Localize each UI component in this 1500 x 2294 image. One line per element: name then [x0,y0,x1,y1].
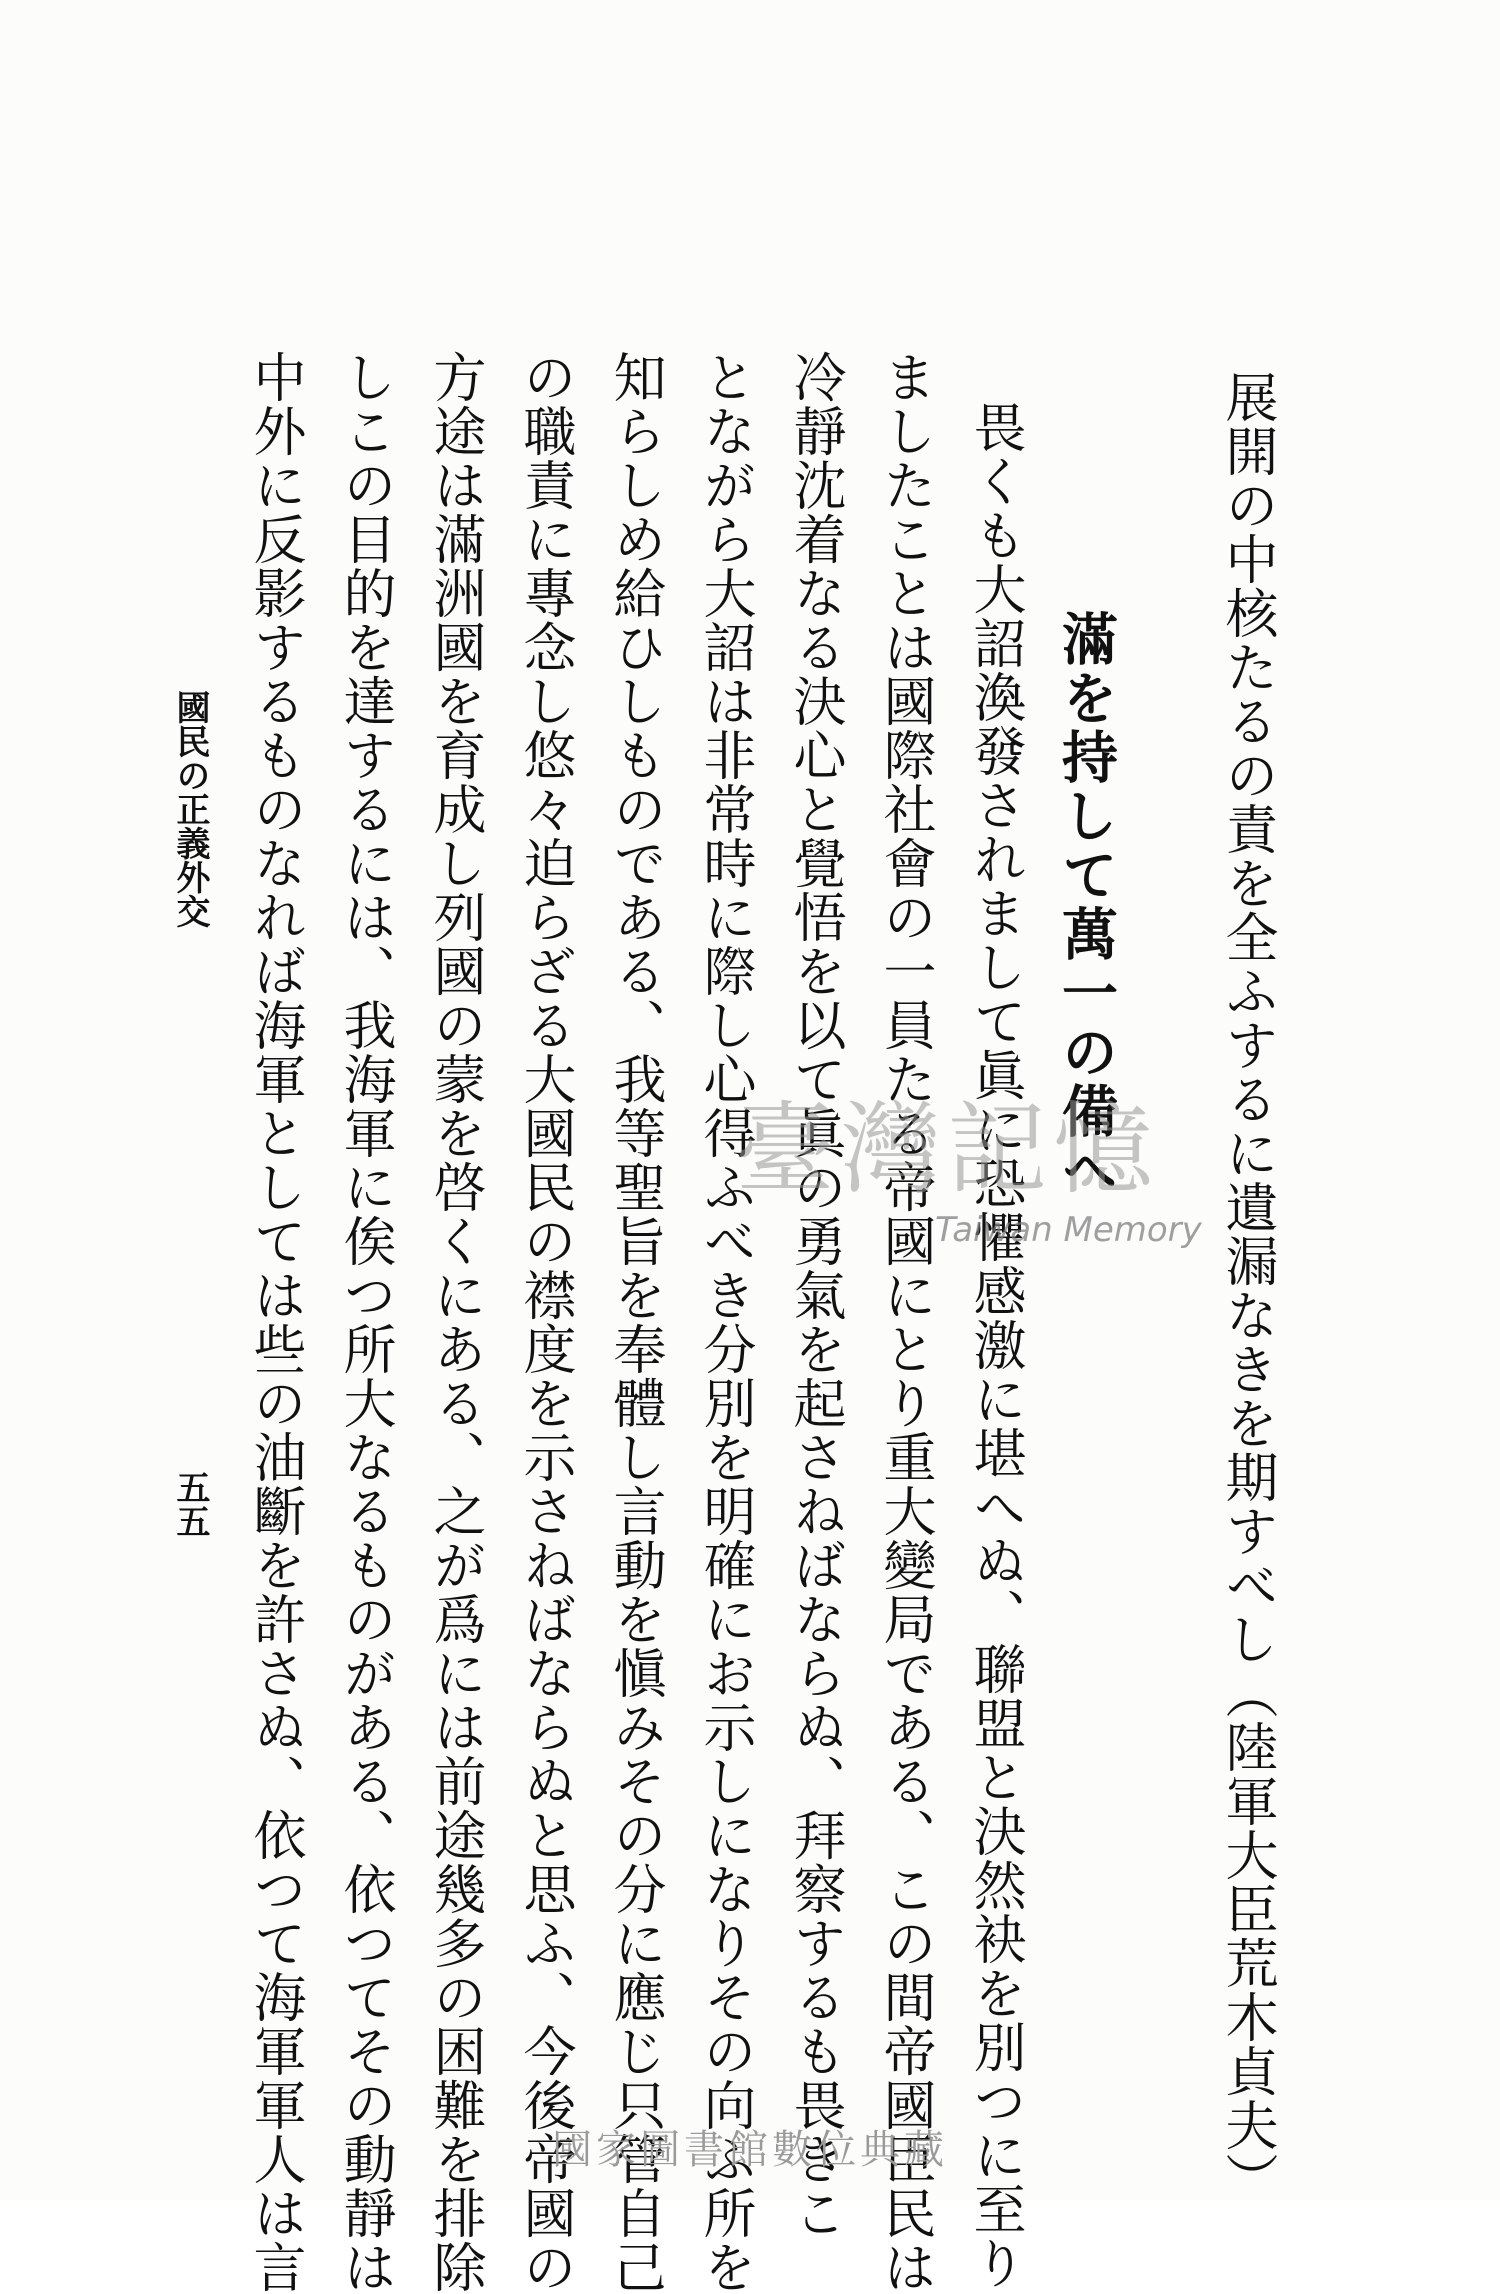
text-column-2: 畏くも大詔渙發されまして眞に恐懼感激に堪へぬ、聯盟と決然袂を別つに至り [965,400,1026,2290]
text-column-5: とながら大詔は非常時に際し心得ふべき分別を明確にお示しになりその向ふ所を [695,350,756,2294]
watermark-title: 臺灣記憶 [735,1091,1159,1208]
section-heading: 滿を持して萬一の備へ [1053,610,1118,1200]
watermark-subtitle: Taiwan Memory [935,1210,1202,1250]
text-column-9: しこの目的を達するには、我海軍に俟つ所大なるものがある、依つてその動靜は [335,350,396,2294]
text-column-6: 知らしめ給ひしものである、我等聖旨を奉體し言動を愼みその分に應じ只管自己 [605,350,666,2294]
text-column-10: 中外に反影するものなれば海軍としては些の油斷を許さぬ、依つて海軍軍人は言 [245,350,306,2294]
running-title: 國民の正義外交 [170,690,210,928]
text-column-8: 方途は滿洲國を育成し列國の蒙を啓くにある、之が爲には前途幾多の困難を排除 [425,350,486,2294]
page-number: 五五 [170,1470,210,1538]
text-column-7: の職責に專念し悠々迫らざる大國民の襟度を示さねばならぬと思ふ、今後帝國の [515,350,576,2294]
archive-credit: 國家圖書館數位典藏 [552,2127,948,2173]
text-column-1: 展開の中核たるの責を全ふするに遺漏なきを期すべし（陸軍大臣荒木貞夫） [1217,370,1278,2206]
text-column-4: 冷靜沈着なる決心と覺悟を以て眞の勇氣を起さねばならぬ、拜察するも畏きこ [785,350,846,2240]
text-column-3: ましたことは國際社會の一員たる帝國にとり重大變局である、この間帝國臣民は [875,350,936,2294]
